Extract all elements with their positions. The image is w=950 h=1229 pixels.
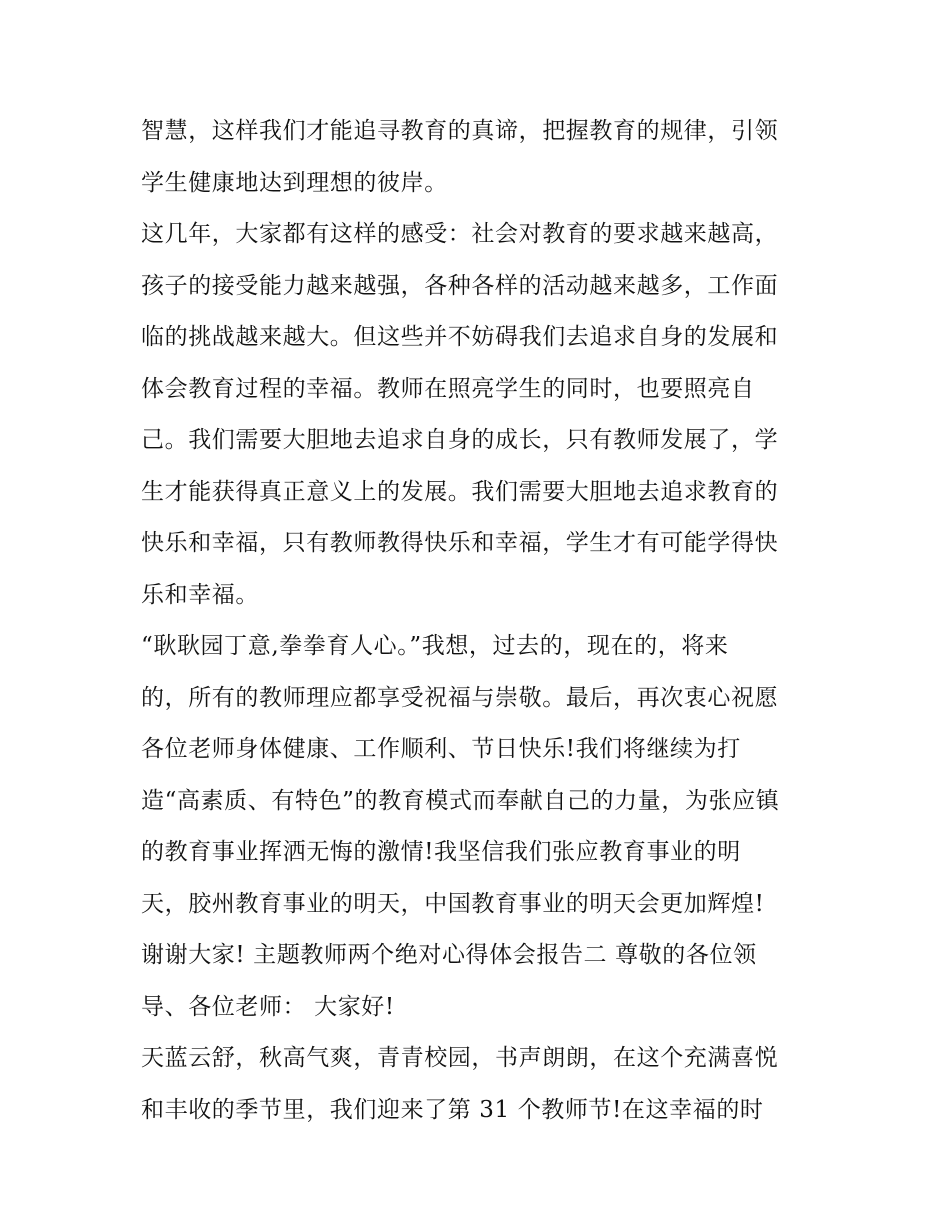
text-line: 谢谢大家! 主题教师两个绝对心得体会报告二 尊敬的各位领: [141, 942, 757, 968]
text-line: 造“高素质、有特色”的教育模式而奉献自己的力量，为张应镇: [141, 787, 780, 814]
text-line: 这几年，大家都有这样的感受：社会对教育的要求越来越高，: [141, 221, 779, 247]
text-line: 快乐和幸福，只有教师教得快乐和幸福，学生才有可能学得快: [141, 530, 779, 556]
text-line: 智慧，这样我们才能追寻教育的真谛，把握教育的规律，引领: [141, 118, 779, 144]
text-line: 的教育事业挥洒无悔的激情!我坚信我们张应教育事业的明: [141, 839, 741, 865]
text-line: 乐和幸福。: [141, 581, 259, 608]
text-line: 临的挑战越来越大。但这些并不妨碍我们去追求自身的发展和: [141, 324, 779, 350]
text-line: 天蓝云舒，秋高气爽，青青校园，书声朗朗，在这个充满喜悦: [141, 1045, 779, 1071]
text-line: 己。我们需要大胆地去追求自身的成长，只有教师发展了，学: [141, 427, 779, 453]
text-line: “耿耿园丁意,拳拳育人心。”我想，过去的，现在的，将来: [141, 633, 729, 659]
text-line: 天，胶州教育事业的明天，中国教育事业的明天会更加辉煌!: [141, 890, 765, 917]
text-line: 导、各位老师： 大家好!: [141, 993, 395, 1020]
text-line: 孩子的接受能力越来越强，各种各样的活动越来越多，工作面: [141, 272, 779, 299]
text-line: 的，所有的教师理应都享受祝福与崇敬。最后，再次衷心祝愿: [141, 684, 779, 711]
text-line: 和丰收的季节里，我们迎来了第 31 个教师节!在这幸福的时: [141, 1096, 764, 1123]
text-line: 各位老师身体健康、工作顺利、节日快乐!我们将继续为打: [141, 736, 741, 762]
text-line: 体会教育过程的幸福。教师在照亮学生的同时，也要照亮自: [141, 375, 755, 402]
text-line: 学生健康地达到理想的彼岸。: [141, 169, 448, 196]
text-line: 生才能获得真正意义上的发展。我们需要大胆地去追求教育的: [141, 478, 779, 505]
body-text: [141, 106, 821, 1136]
